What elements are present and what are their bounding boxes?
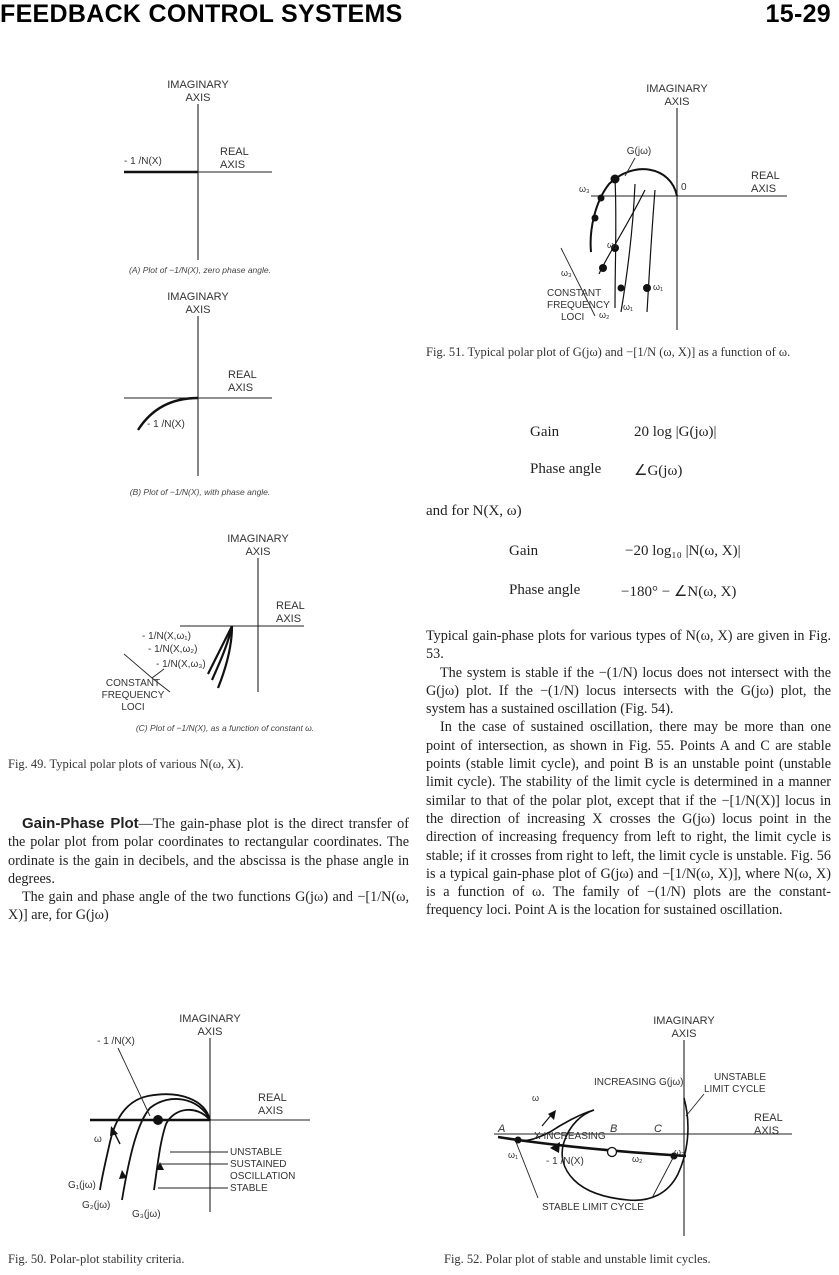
real-axis-label: REAL (276, 600, 305, 612)
legend-unstable: UNSTABLE (230, 1147, 283, 1158)
constant-frequency-loci-label: FREQUENCY (101, 690, 165, 701)
omega-label: ω (532, 1093, 540, 1103)
neg-inverse-n-locus-w1 (208, 626, 232, 674)
figure-49a (100, 78, 300, 268)
point (598, 195, 605, 202)
figure-49b-caption: (B) Plot of −1/N(X), with phase angle. (129, 487, 271, 497)
legend-stable: STABLE (230, 1183, 268, 1194)
equation-gain-n (509, 543, 829, 563)
imaginary-axis-label: AXIS (185, 92, 211, 104)
point (592, 215, 599, 222)
point (618, 285, 625, 292)
w-label: ω₃ (561, 268, 572, 278)
leader-line (516, 1142, 538, 1198)
equation-label: Gain (509, 543, 539, 559)
w-label: ω₁ (653, 282, 664, 292)
real-axis-label: REAL (228, 369, 257, 381)
g1-label: G₁(jω) (68, 1180, 96, 1191)
point-w1 (643, 284, 651, 292)
omega-label: ω (94, 1134, 102, 1145)
intersection-point (153, 1115, 163, 1125)
w1-label: ω₁ (508, 1150, 519, 1160)
imaginary-axis-label: AXIS (245, 546, 271, 558)
point-a-label: A (498, 1123, 506, 1135)
and-for-line: and for N(X, ω) (426, 503, 522, 519)
real-axis-label: REAL (220, 146, 249, 158)
imaginary-axis-label: AXIS (671, 1028, 697, 1040)
figure-49-caption: Fig. 49. Typical polar plots of various N(ω, X). (8, 757, 244, 771)
equation-value: −180° − ∠N(ω, X) (621, 584, 737, 600)
legend-oscillation: OSCILLATION (230, 1171, 296, 1182)
constant-frequency-locus (599, 190, 645, 274)
paragraph: —The gain-phase plot is the direct transfer of the polar plot from polar coordinates to rectangular coordinates. The ordinate is the gain in decibels, and the abscissa is the phase angle in degrees. (8, 816, 409, 887)
constant-frequency-locus (647, 190, 655, 312)
unstable-limit-cycle-label: LIMIT CYCLE (704, 1084, 766, 1095)
imaginary-axis-label: IMAGINARY (646, 83, 708, 95)
w-label: ω₁ (623, 302, 634, 312)
equation-value: −20 log₁₀ |N(ω, X)| (625, 543, 741, 559)
constant-frequency-loci-label: LOCI (561, 312, 585, 323)
unstable-limit-cycle-label: UNSTABLE (714, 1072, 767, 1083)
equation-value: 20 log |G(jω)| (634, 424, 717, 440)
imaginary-axis-label: IMAGINARY (227, 533, 289, 545)
increasing-g-label: INCREASING G(jω) (594, 1077, 684, 1088)
w-label: ω₂ (599, 310, 610, 320)
w2-label: ω₂ (632, 1154, 643, 1164)
gain-phase-heading: Gain-Phase Plot (22, 815, 139, 832)
figure-51-caption: Fig. 51. Typical polar plot of G(jω) and −[1/N (ω, X)] as a function of ω. (426, 345, 791, 359)
arrow-head (548, 1110, 556, 1120)
point-a (515, 1137, 522, 1144)
stability-discussion (426, 627, 831, 920)
stable-limit-cycle-label: STABLE LIMIT CYCLE (542, 1202, 644, 1213)
paragraph: Typical gain-phase plots for various types of N(ω, X) are given in Fig. 53. (426, 628, 831, 663)
equation-label: Phase angle (509, 582, 581, 598)
constant-frequency-loci-label: CONSTANT (105, 678, 161, 689)
leader-line (625, 158, 635, 176)
paragraph: In the case of sustained oscillation, there may be more than one point of intersection, as shown in Fig. 55. Points A and C are stable points (stable limit cycle), and point B is an unstable point (unstable limit cycle). The stability of the limit cycle is determined in a manner similar to that of the polar plot, except that if the −[1/N(X)] locus in the direction of increasing X crosses the G(jω) locus point in the direction of increasing frequency from left to right, the limit cycle is stable; if it crosses from right to left, the limit cycle is unstable. Fig. 56 is a typical gain-phase plot of G(jω) and −[1/N(ω, X)], where N(ω, X) is a function of ω. The family of −(1/N) plots are the constant-frequency loci. Point A is the location for sustained oscillation. (426, 719, 831, 919)
point-c-label: C (654, 1123, 662, 1135)
imaginary-axis-label: IMAGINARY (167, 291, 229, 303)
real-axis-label: AXIS (754, 1125, 780, 1137)
imaginary-axis-label: AXIS (185, 304, 211, 316)
g2-label: G₂(jω) (82, 1200, 111, 1211)
imaginary-axis-label: AXIS (197, 1026, 223, 1038)
figure-49b (100, 290, 300, 480)
imaginary-axis-label: AXIS (664, 96, 690, 108)
equation-phase (530, 461, 830, 481)
neg-inverse-n-label: - 1 /N(X) (546, 1156, 584, 1167)
figure-49c (100, 532, 340, 712)
imaginary-axis-label: IMAGINARY (167, 79, 229, 91)
leader-line (118, 1048, 150, 1116)
g2-curve (122, 1099, 210, 1200)
neg-inverse-n-label: - 1 /N(X) (124, 156, 162, 167)
constant-frequency-loci-label: CONSTANT (547, 288, 602, 299)
g-curve (562, 1098, 688, 1200)
gain-phase-section (8, 815, 409, 925)
w-label: ω₂ (607, 240, 618, 250)
real-axis-label: AXIS (228, 382, 254, 394)
locus-label-w2: - 1/N(X,ω₂) (148, 644, 198, 655)
w3-label: ω₃ (674, 1147, 685, 1157)
neg-inverse-n-label: - 1 /N(X) (97, 1036, 135, 1047)
figure-50-caption: Fig. 50. Polar-plot stability criteria. (8, 1252, 185, 1266)
real-axis-label: AXIS (220, 159, 246, 171)
real-axis-label: REAL (751, 170, 780, 182)
neg-inverse-n-label: - 1 /N(X) (147, 419, 185, 430)
real-axis-label: REAL (754, 1112, 783, 1124)
imaginary-axis-label: IMAGINARY (653, 1015, 715, 1027)
constant-frequency-loci-label: LOCI (121, 702, 145, 713)
g1-curve (100, 1094, 210, 1190)
figure-52 (490, 1014, 820, 1244)
constant-frequency-locus (621, 184, 635, 312)
running-header-title: FEEDBACK CONTROL SYSTEMS (0, 0, 403, 28)
locus-label-w1: - 1/N(X,ω₁) (142, 631, 191, 642)
constant-frequency-loci-label: FREQUENCY (547, 300, 610, 311)
figure-49c-caption: (C) Plot of −1/N(X), as a function of constant ω. (135, 723, 315, 733)
point-b (608, 1148, 617, 1157)
real-axis-label: AXIS (276, 613, 302, 625)
figure-52-caption: Fig. 52. Polar plot of stable and unstable limit cycles. (444, 1252, 711, 1266)
point-b-label: B (610, 1123, 618, 1135)
figure-50 (60, 1012, 360, 1232)
x-increasing-label: X INCREASING (534, 1131, 606, 1142)
leader-line (152, 669, 164, 678)
real-axis-label: REAL (258, 1092, 287, 1104)
origin-label: 0 (681, 182, 687, 193)
legend-sustained: SUSTAINED (230, 1159, 287, 1170)
g3-label: G₃(jω) (132, 1209, 161, 1220)
g-label: G(jω) (626, 146, 652, 157)
real-axis-label: AXIS (751, 183, 777, 195)
leader-line (124, 654, 152, 678)
paragraph: The gain and phase angle of the two functions G(jω) and −[1/N(ω, X)] are, for G(jω) (8, 889, 409, 924)
w3-label: ω₃ (579, 184, 590, 194)
equation-gain (530, 424, 830, 444)
equation-label: Gain (530, 424, 560, 440)
equation-label: Phase angle (530, 461, 602, 477)
equation-value: ∠G(jω) (634, 463, 683, 479)
figure-49a-caption: (A) Plot of −1/N(X), zero phase angle. (129, 265, 271, 275)
locus-label-w3: - 1/N(X,ω₃) (156, 659, 206, 670)
real-axis-label: AXIS (258, 1105, 284, 1117)
imaginary-axis-label: IMAGINARY (179, 1013, 241, 1025)
leader-line (686, 1094, 704, 1116)
figure-51 (547, 80, 805, 340)
equation-phase-n (509, 582, 829, 602)
paragraph: The system is stable if the −(1/N) locus does not intersect with the G(jω) plot. If the −(1/N) locus intersects with the G(jω) plot, the system has a sustained oscillation (Fig. 54). (426, 664, 831, 718)
page-number: 15-29 (765, 0, 831, 28)
